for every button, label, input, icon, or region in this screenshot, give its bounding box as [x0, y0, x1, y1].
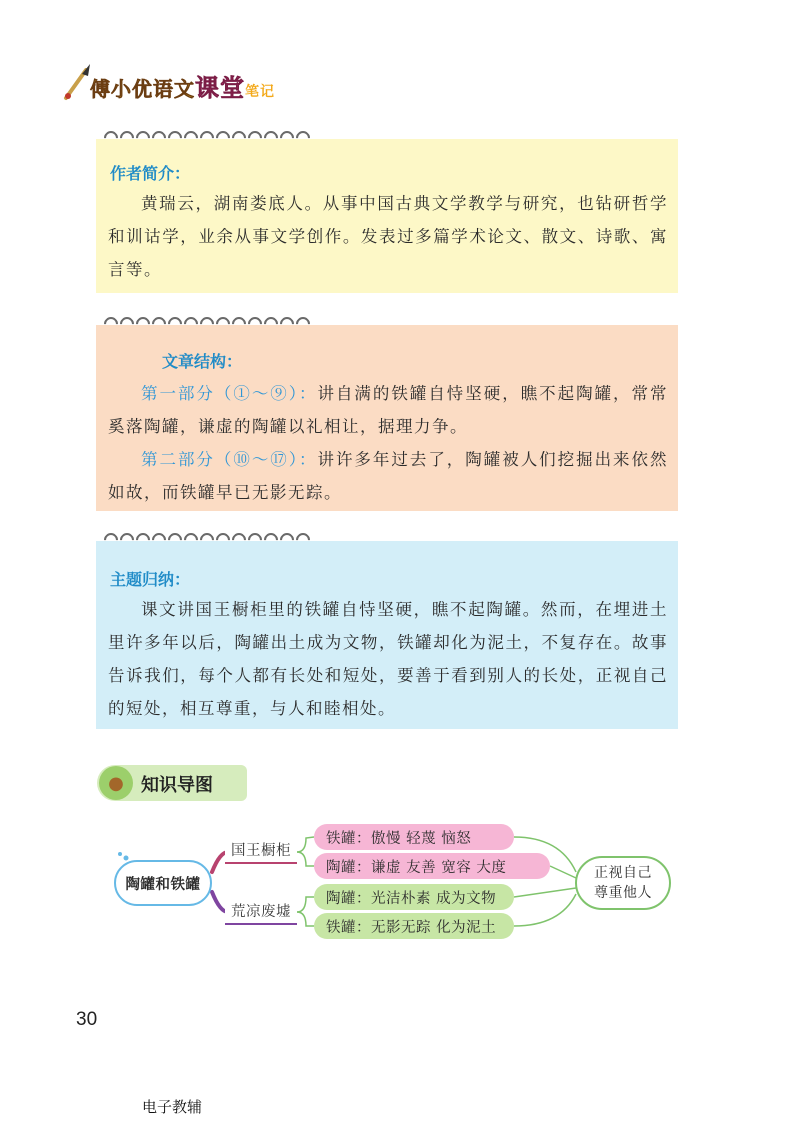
mindmap-center-node: 陶罐和铁罐 — [114, 860, 212, 906]
structure-part2 — [108, 443, 668, 509]
structure-part1 — [108, 377, 668, 443]
theme-paragraph: 课文讲国王橱柜里的铁罐自恃坚硬，瞧不起陶罐。然而，在埋进土里许多年以后，陶罐出土成为文物，铁罐却化为泥土，不复存在。故事告诉我们，每个人都有长处和短处，要善于看到别人的长处，正视自己的短处，相互尊重，与人和睦相处。 — [108, 600, 668, 718]
structure-title: 文章结构： — [162, 352, 243, 371]
logo-text — [90, 68, 275, 103]
theme-text — [108, 593, 668, 725]
logo-part-notes: 笔记 — [245, 84, 275, 100]
notebook-rings — [104, 317, 310, 333]
mindmap-leaf-pottery-traits: 陶罐：谦虚 友善 宽容 大度 — [314, 853, 550, 879]
header-logo — [62, 62, 322, 104]
mindmap-branch-ruins: 荒凉废墟 — [225, 897, 297, 925]
logo-part-class: 课堂 — [195, 74, 245, 102]
mindmap-leaf-iron-fate: 铁罐：无影无踪 化为泥土 — [314, 913, 514, 939]
structure-card — [96, 325, 678, 511]
theme-title: 主题归纳： — [110, 570, 191, 589]
author-title: 作者简介： — [110, 164, 191, 183]
footer-label: 电子教辅 — [142, 1098, 203, 1116]
part2-label: 第二部分（⑩～⑰）： — [141, 450, 318, 469]
notebook-rings — [104, 533, 310, 549]
summary-line-1: 正视自己 — [594, 865, 652, 881]
mindmap-leaf-pottery-fate: 陶罐：光洁朴素 成为文物 — [314, 884, 514, 910]
notebook-rings — [104, 131, 310, 147]
mindmap-section-header — [97, 765, 247, 801]
theme-card — [96, 541, 678, 729]
part1-text: 讲自满的铁罐自恃坚硬，瞧不起陶罐，常常奚落陶罐，谦虚的陶罐以礼相让，据理力争。 — [108, 384, 669, 436]
part1-label: 第一部分（①～⑨）： — [141, 384, 318, 403]
mindmap-branch-cabinet: 国王橱柜 — [225, 836, 297, 864]
author-text — [108, 187, 668, 286]
author-paragraph: 黄瑞云，湖南娄底人。从事中国古典文学教学与研究，也钻研哲学和训诂学，业余从事文学创作。发表过多篇学术论文、散文、诗歌、寓言等。 — [108, 194, 668, 279]
brush-icon — [62, 62, 92, 102]
logo-part-brand: 傅小优语文 — [90, 77, 195, 101]
mindmap-leaf-iron-traits: 铁罐：傲慢 轻蔑 恼怒 — [314, 824, 514, 850]
part2-text: 讲许多年过去了，陶罐被人们挖掘出来依然如故，而铁罐早已无影无踪。 — [108, 450, 669, 502]
author-card — [96, 139, 678, 293]
summary-line-2: 尊重他人 — [594, 885, 652, 901]
mindmap-section-title: 知识导图 — [141, 775, 213, 796]
mindmap-summary-node — [575, 856, 671, 910]
structure-text — [108, 377, 668, 509]
palette-icon: ● — [99, 766, 133, 800]
page-number: 30 — [76, 1009, 98, 1030]
